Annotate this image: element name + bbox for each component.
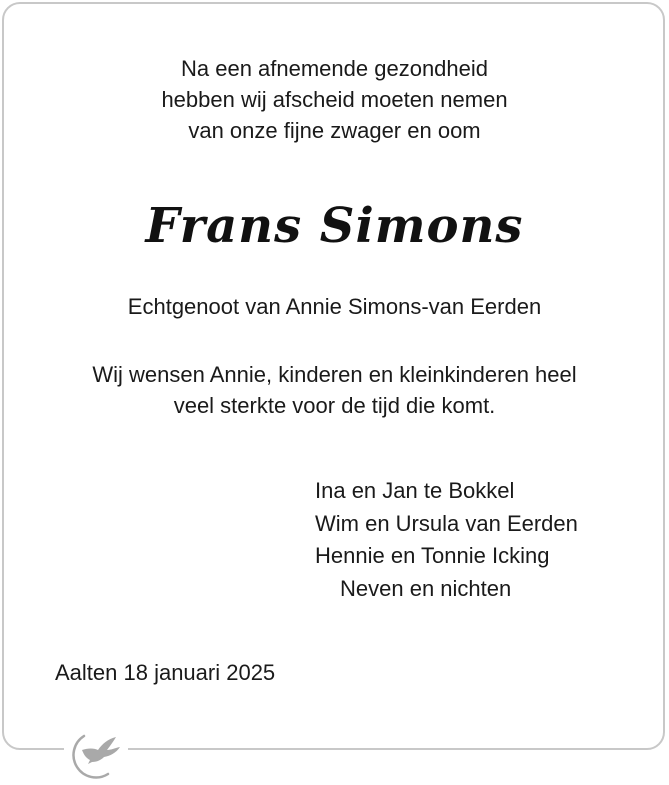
intro-text <box>0 53 669 146</box>
wish-text <box>0 359 669 421</box>
signature-line: Wim en Ursula van Eerden <box>315 510 578 536</box>
signature-line: Ina en Jan te Bokkel <box>315 478 515 503</box>
signature-line: Hennie en Tonnie Icking <box>315 543 550 568</box>
intro-line: Na een afnemende gezondheid <box>180 56 489 81</box>
spouse-line: Echtgenoot van Annie Simons-van Eerden <box>127 294 542 319</box>
wish-line: veel sterkte voor de tijd die komt. <box>173 393 496 418</box>
intro-line: hebben wij afscheid moeten nemen <box>161 87 508 112</box>
intro-line: van onze fijne zwager en oom <box>188 118 481 143</box>
deceased-name: Frans Simons <box>145 198 524 254</box>
place-date: Aalten 18 januari 2025 <box>55 660 276 685</box>
wish-line: Wij wensen Annie, kinderen en kleinkinderen heel <box>92 362 577 387</box>
dove-icon <box>64 728 128 780</box>
signatures <box>315 475 578 605</box>
signature-line: Neven en nichten <box>340 575 512 601</box>
